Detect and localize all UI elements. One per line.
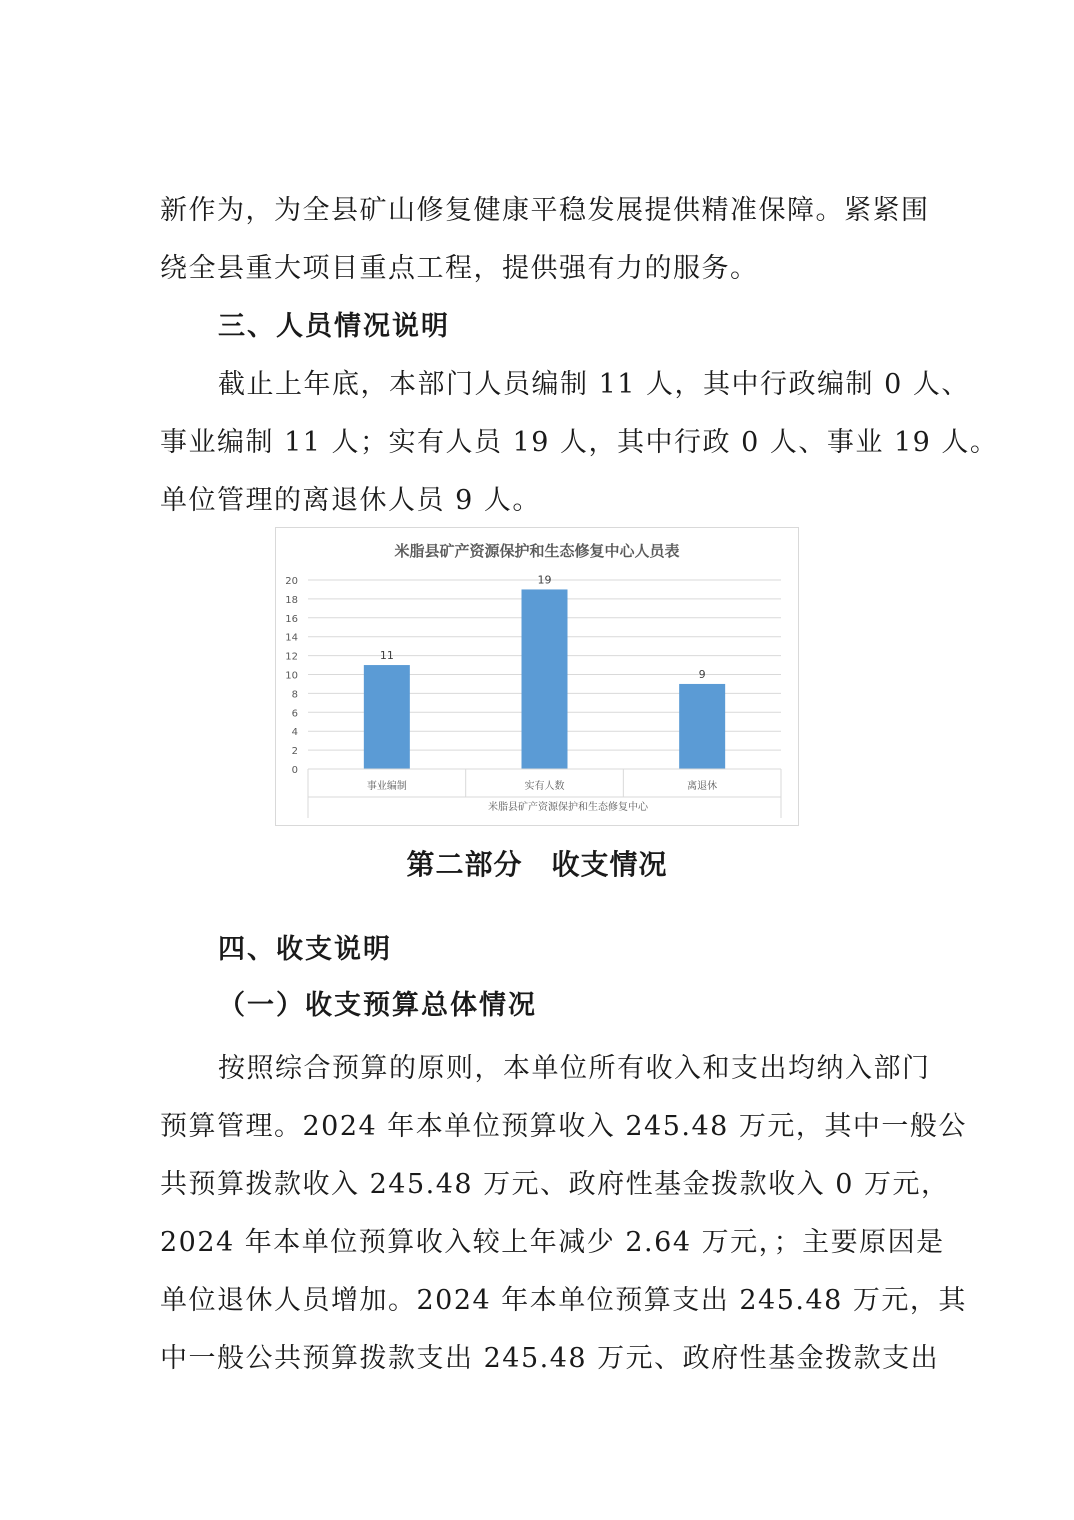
chart-canvas [276,528,798,825]
text-line: 截止上年底，本部门人员编制 11 人，其中行政编制 0 人、 [218,369,970,400]
y-tick-label: 18 [285,594,298,606]
section-heading-personnel: 三、人员情况说明 [218,311,450,342]
paragraph-intro [160,182,930,298]
bar-data-label: 9 [698,667,706,681]
y-tick-label: 12 [285,651,298,663]
paragraph-personnel [160,356,999,530]
text-line: 单位管理的离退休人员 9 人。 [160,485,541,516]
x-category-label: 事业编制 [366,781,407,792]
bar [522,589,568,769]
bar [679,684,725,769]
y-tick-label: 10 [285,670,298,682]
paragraph-budget [160,1040,967,1388]
chart-bars [364,589,725,769]
y-tick-label: 0 [291,765,298,776]
y-tick-label: 4 [291,727,298,739]
chart-group-label: 米脂县矿产资源保护和生态修复中心 [488,802,648,813]
y-tick-label: 16 [285,613,298,625]
chart-y-ticks [285,576,298,776]
text-line: 绕全县重大项目重点工程，提供强有力的服务。 [160,253,759,284]
subsection-heading-overall: （一）收支预算总体情况 [218,990,537,1021]
text-line: 按照综合预算的原则，本单位所有收入和支出均纳入部门 [218,1053,931,1084]
y-tick-label: 20 [285,576,298,587]
x-category-label: 离退休 [687,781,718,792]
section-heading-budget: 四、收支说明 [218,934,392,965]
text-line: 单位退休人员增加。2024 年本单位预算支出 245.48 万元，其 [160,1285,967,1316]
text-line: 新作为，为全县矿山修复健康平稳发展提供精准保障。紧紧围 [160,195,930,226]
y-tick-label: 8 [291,689,298,701]
bar-data-label: 19 [537,573,552,587]
part-two-title: 第二部分 收支情况 [406,848,668,881]
personnel-bar-chart [275,527,799,826]
bar-data-label: 11 [379,649,394,663]
y-tick-label: 6 [291,708,298,720]
text-line: 中一般公共预算拨款支出 245.48 万元、政府性基金拨款支出 [160,1343,940,1374]
x-category-label: 实有人数 [524,781,565,792]
text-line: 事业编制 11 人；实有人员 19 人，其中行政 0 人、事业 19 人。 [160,427,999,458]
y-tick-label: 14 [285,632,298,644]
text-line: 2024 年本单位预算收入较上年减少 2.64 万元，；主要原因是 [160,1227,945,1258]
bar [364,665,410,769]
text-line: 预算管理。2024 年本单位预算收入 245.48 万元，其中一般公 [160,1111,967,1142]
text-line: 共预算拨款收入 245.48 万元、政府性基金拨款收入 0 万元， [160,1169,950,1200]
y-tick-label: 2 [291,746,298,758]
chart-title: 米脂县矿产资源保护和生态修复中心人员表 [394,542,680,560]
